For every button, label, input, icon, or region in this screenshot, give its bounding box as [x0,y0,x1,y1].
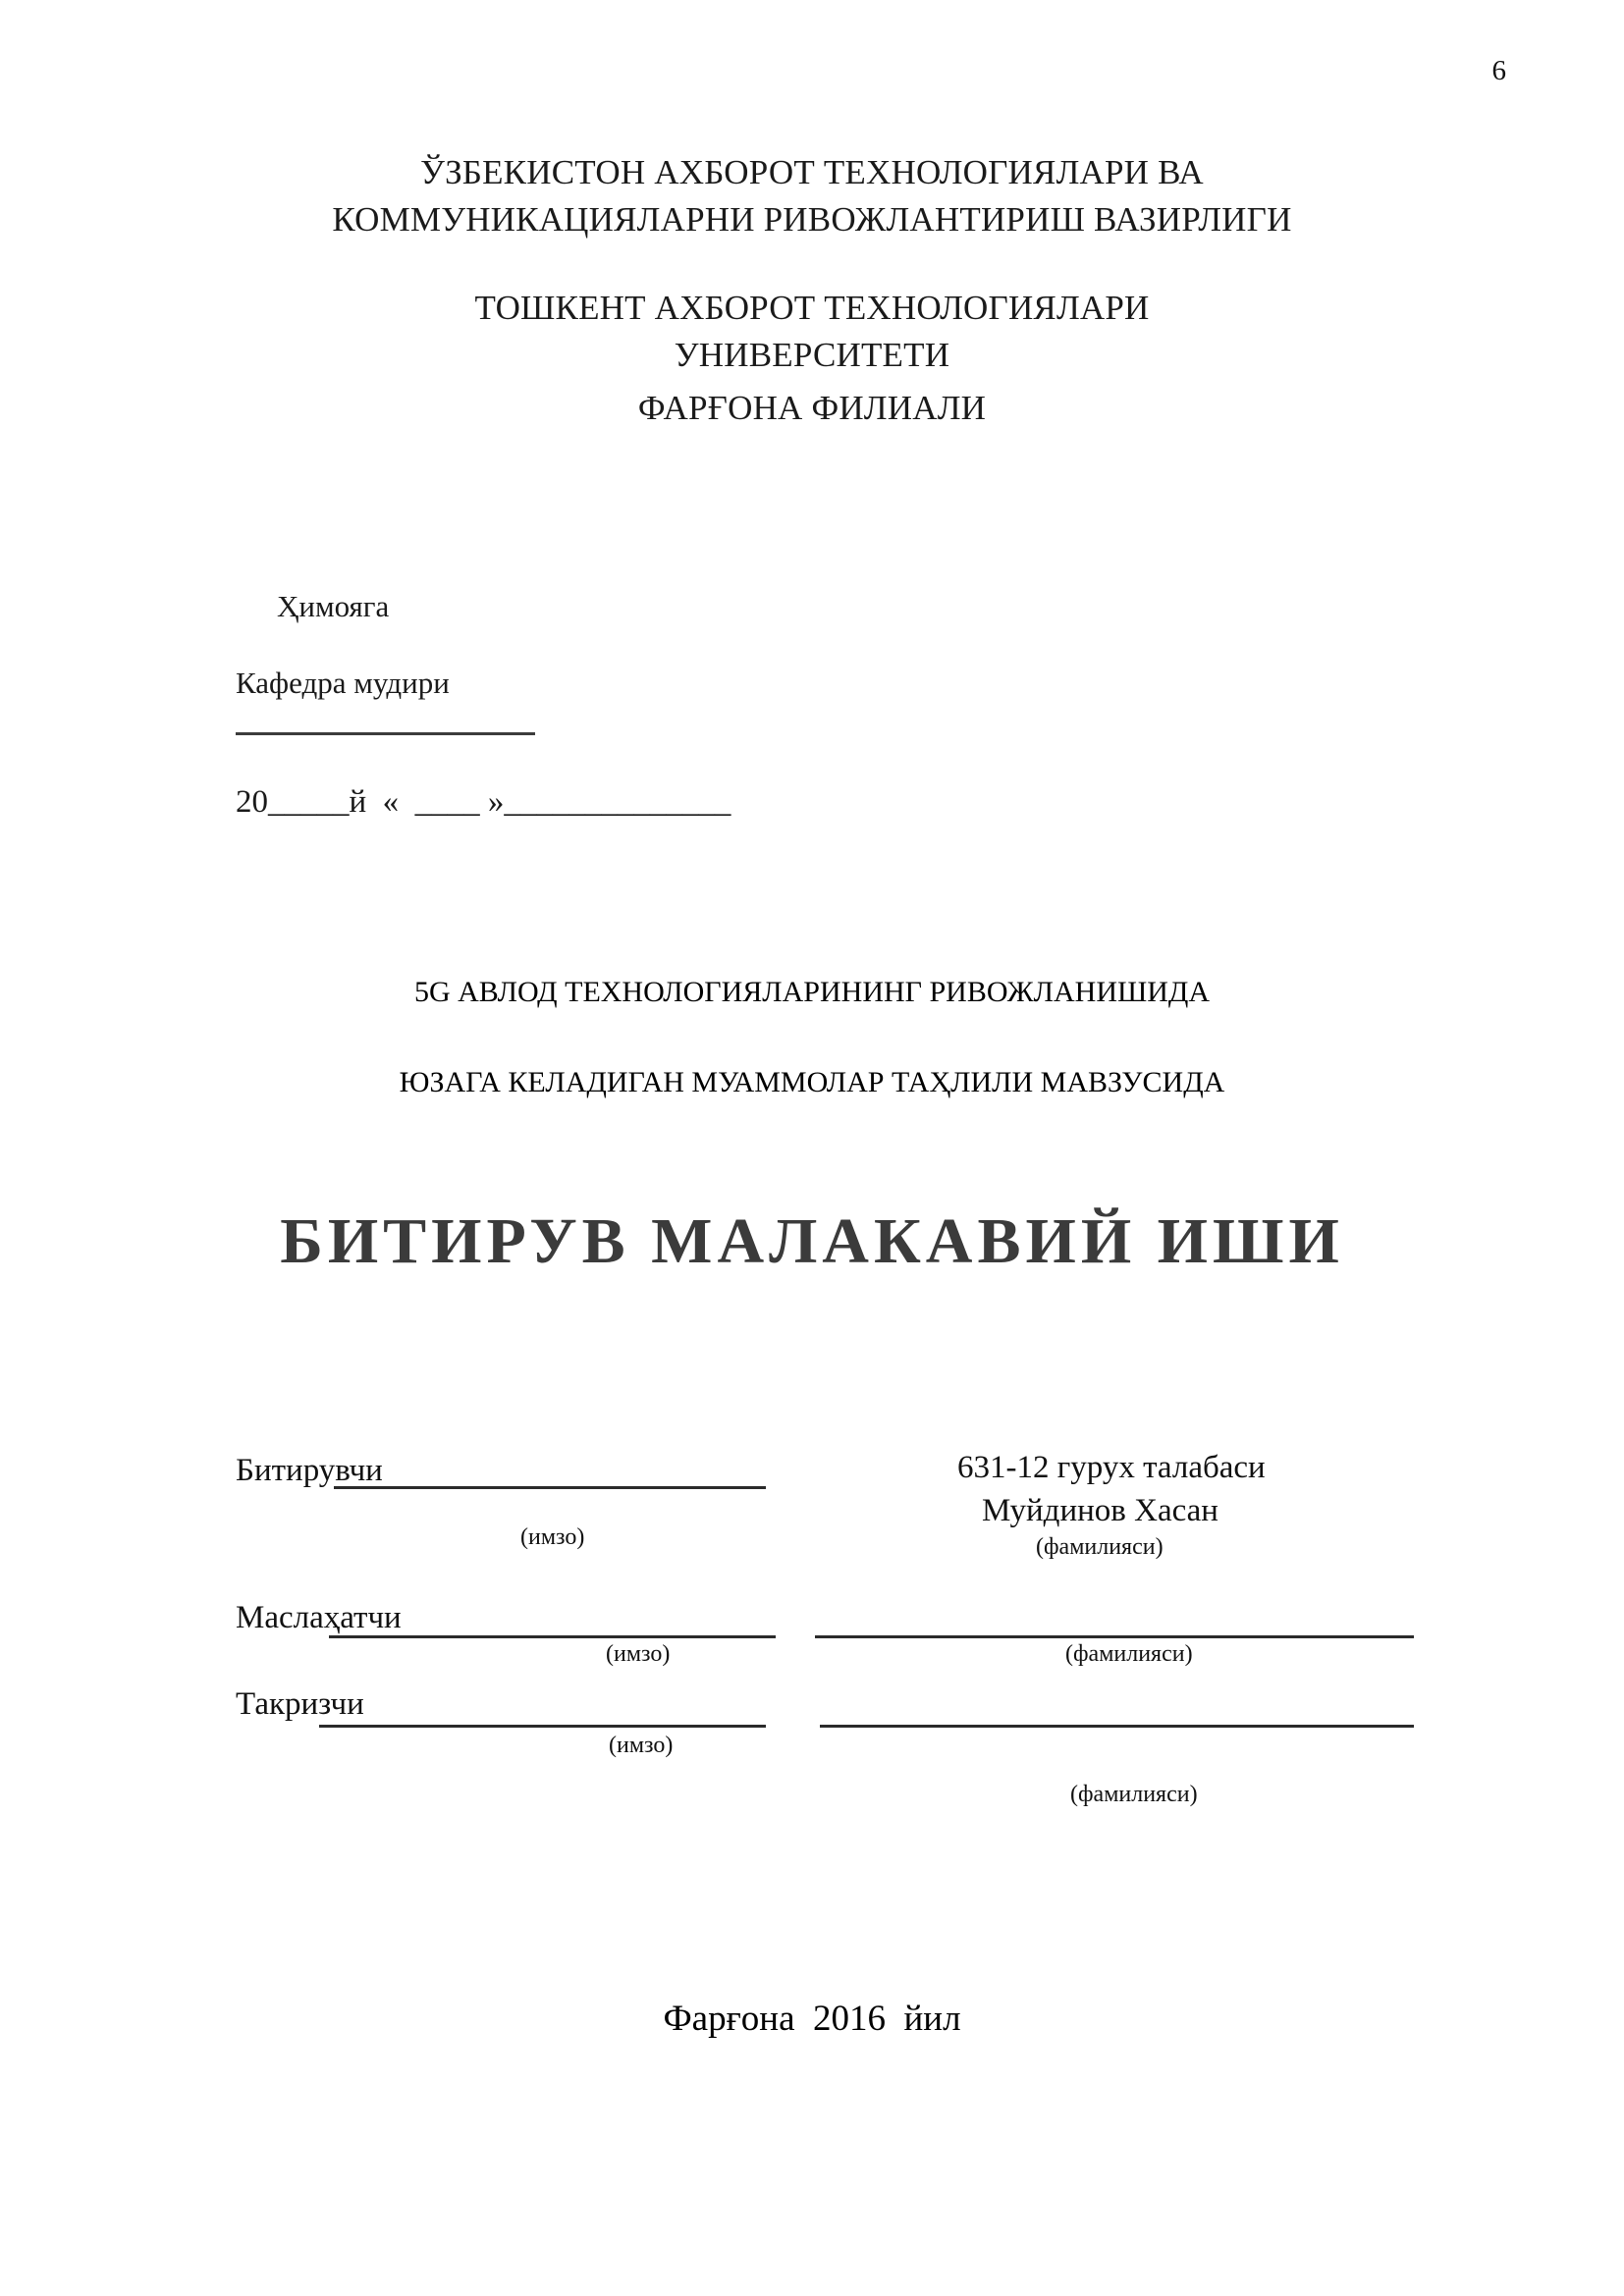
graduate-signature-rule [334,1486,766,1489]
reviewer-surname-rule [820,1725,1414,1728]
university-heading-line-2: УНИВЕРСИТЕТИ [674,336,950,374]
footer-city-year: Фарғона 2016 йил [663,1999,961,2039]
thesis-subject-line-2: ЮЗАГА КЕЛАДИГАН МУАММОЛАР ТАҲЛИЛИ МАВЗУСИДА [399,1066,1225,1098]
signature-block [0,1439,1624,1861]
reviewer-surname-caption: (фамилияси) [1070,1782,1198,1807]
ministry-heading-line-2: КОММУНИКАЦИЯЛАРНИ РИВОЖЛАНТИРИШ ВАЗИРЛИГИ [332,200,1292,239]
student-surname-caption: (фамилияси) [1036,1534,1164,1560]
student-name: Муйдинов Хасан [982,1493,1218,1528]
branch-heading-line: ФАРҒОНА ФИЛИАЛИ [637,389,987,427]
branch-heading [147,385,1477,432]
approval-block [236,585,982,824]
chair-signature-rule [236,732,535,735]
university-heading-line-1: ТОШКЕНТ АХБОРОТ ТЕХНОЛОГИЯЛАРИ [474,289,1150,327]
university-heading [147,285,1477,379]
advisor-surname-rule [815,1635,1414,1638]
approval-date-line: 20_____й « ____ »______________ [236,784,731,820]
thesis-subject-line-1-wrap [147,972,1477,1013]
reviewer-label: Такризчи [236,1686,364,1722]
defense-label: Ҳимояга [277,589,390,623]
reviewer-signature-caption: (имзо) [609,1733,674,1758]
advisor-signature-rule [329,1635,776,1638]
advisor-label: Маслаҳатчи [236,1600,402,1635]
page-number: 6 [1491,55,1506,86]
reviewer-signature-rule [319,1725,766,1728]
chair-label: Кафедра мудири [236,666,450,700]
document-title: БИТИРУВ МАЛАКАВИЙ ИШИ [280,1205,1344,1277]
graduate-label: Битирувчи [236,1453,383,1488]
advisor-surname-caption: (фамилияси) [1065,1641,1193,1667]
thesis-subject-line-1: 5G АВЛОД ТЕХНОЛОГИЯЛАРИНИНГ РИВОЖЛАНИШИДА [413,976,1211,1008]
advisor-signature-caption: (имзо) [606,1641,671,1667]
graduate-signature-caption: (имзо) [520,1524,585,1550]
ministry-heading [147,149,1477,243]
thesis-subject-line-2-wrap [147,1062,1477,1103]
ministry-heading-line-1: ЎЗБЕКИСТОН АХБОРОТ ТЕХНОЛОГИЯЛАРИ ВА [420,153,1204,191]
student-group: 631-12 гурух талабаси [957,1450,1266,1485]
